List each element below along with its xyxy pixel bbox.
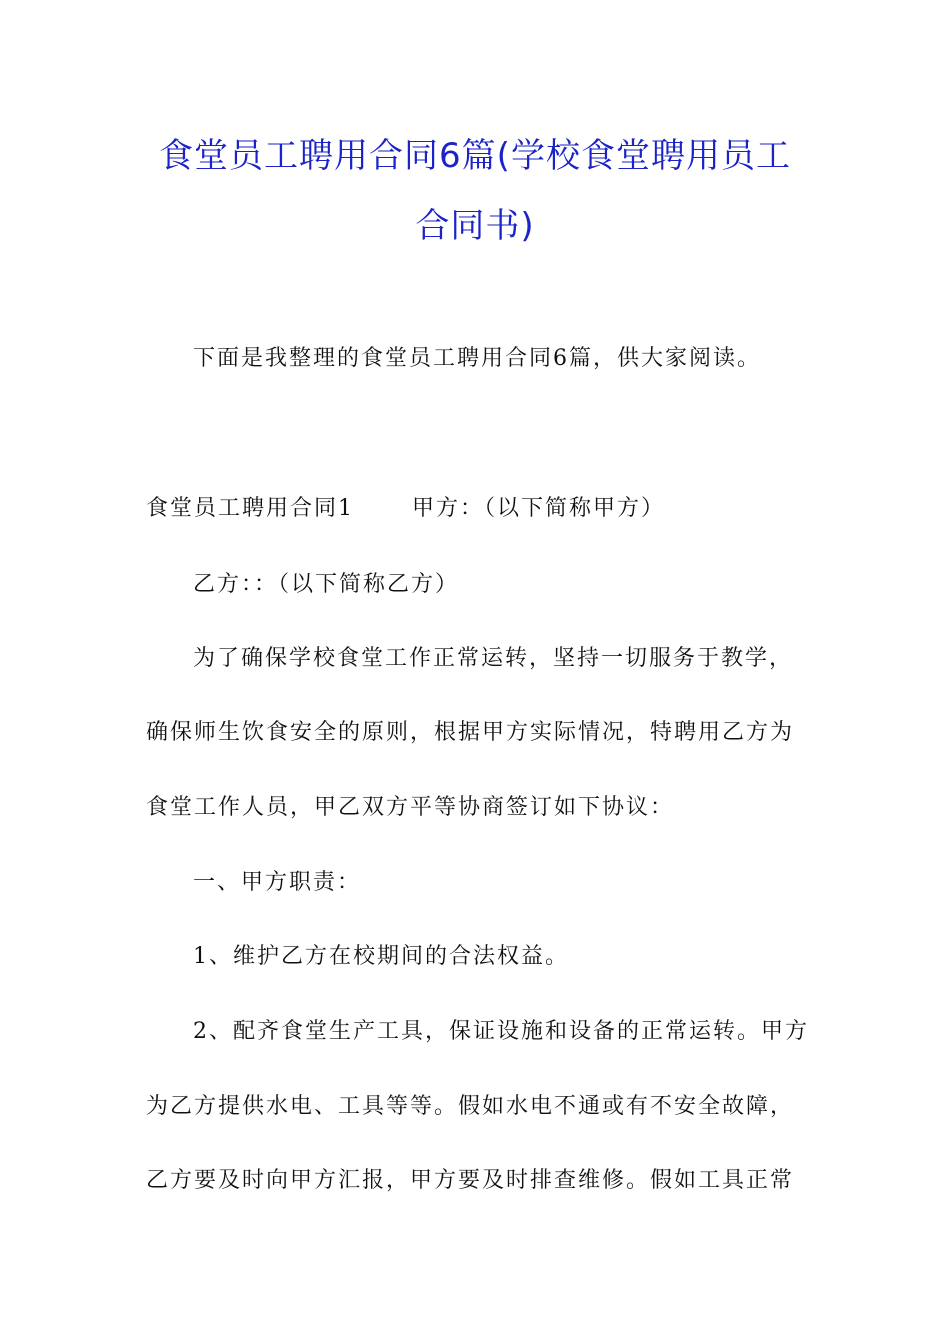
contract-heading-row bbox=[146, 494, 665, 524]
contract-heading: 食堂员工聘用合同1 bbox=[146, 496, 354, 521]
section-heading: 一、甲方职责： bbox=[193, 870, 362, 895]
party-a-line: 甲方：（以下简称甲方） bbox=[412, 496, 666, 521]
paragraph-line: 食堂工作人员，甲乙双方平等协商签订如下协议： bbox=[146, 795, 675, 820]
paragraph-line: 为了确保学校食堂工作正常运转，坚持一切服务于教学， bbox=[193, 646, 794, 671]
paragraph-line: 乙方要及时向甲方汇报，甲方要及时排查维修。假如工具正常 bbox=[146, 1168, 795, 1193]
paragraph-line: 确保师生饮食安全的原则，根据甲方实际情况，特聘用乙方为 bbox=[146, 720, 795, 745]
document-title-line-1: 食堂员工聘用合同6篇(学校食堂聘用员工 bbox=[159, 136, 791, 176]
paragraph-line: 为乙方提供水电、工具等等。假如水电不通或有不安全故障， bbox=[146, 1094, 795, 1119]
party-b-line: 乙方：：（以下简称乙方） bbox=[193, 572, 460, 597]
intro-paragraph: 下面是我整理的食堂员工聘用合同6篇，供大家阅读。 bbox=[193, 346, 761, 371]
document-title-line-2: 合同书) bbox=[415, 206, 535, 246]
list-item: 1、维护乙方在校期间的合法权益。 bbox=[193, 944, 569, 969]
paragraph-line: 2、配齐食堂生产工具，保证设施和设备的正常运转。甲方 bbox=[193, 1019, 809, 1044]
